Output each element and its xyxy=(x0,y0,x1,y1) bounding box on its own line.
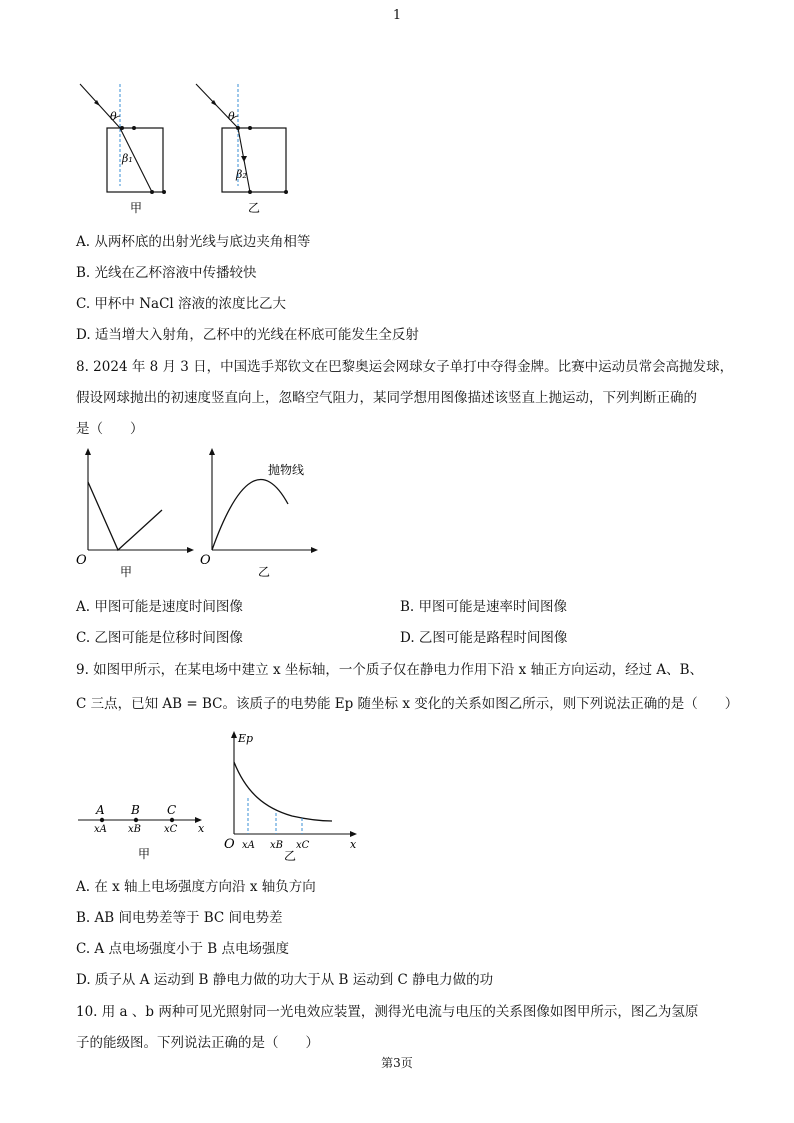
q9-label-b: B xyxy=(131,803,140,817)
q9-point-c xyxy=(170,818,174,822)
q8-left-graph xyxy=(88,482,162,550)
q7-option-a: A. 从两杯底的出射光线与底边夹角相等 xyxy=(76,234,311,250)
q9-option-d: D. 质子从 A 运动到 B 静电力做的功大于从 B 运动到 C 静电力做的功 xyxy=(76,972,494,988)
q9-label-xa: xA xyxy=(94,824,107,835)
q9-right-origin: O xyxy=(224,837,235,852)
q9-right-xb: xB xyxy=(270,840,283,851)
q8-option-d: D. 乙图可能是路程时间图像 xyxy=(400,630,568,646)
q7-left-beta: β₁ xyxy=(122,152,133,165)
q9-right-y-arrow xyxy=(231,731,237,738)
q7-left-dot xyxy=(150,190,154,194)
q8-option-c: C. 乙图可能是位移时间图像 xyxy=(76,630,243,646)
q9-right-caption: 乙 xyxy=(284,849,297,863)
q7-option-c: C. 甲杯中 NaCl 溶液的浓度比乙大 xyxy=(76,296,287,312)
q9-point-a xyxy=(100,818,104,822)
q9-label-x: x xyxy=(198,822,205,835)
q9-figure xyxy=(70,728,370,868)
q8-right-parabola xyxy=(212,480,288,550)
q9-label-c: C xyxy=(167,803,177,817)
q7-right-dot xyxy=(236,126,240,130)
q8-option-b: B. 甲图可能是速率时间图像 xyxy=(400,599,568,615)
q9-label-xc: xC xyxy=(164,824,178,835)
q7-option-b: B. 光线在乙杯溶液中传播较快 xyxy=(76,265,257,281)
q9-ep-curve xyxy=(234,762,332,821)
q8-left-y-arrow xyxy=(85,448,91,455)
page-number: 1 xyxy=(392,8,402,23)
q9-stem-line2: C 三点，已知 AB = BC。该质子的电势能 Ep 随坐标 x 变化的关系如图乙所示，则下列说法正确的是（ ） xyxy=(76,696,739,712)
page-footer: 第3页 xyxy=(381,1056,413,1070)
q7-right-cup xyxy=(222,128,286,192)
q9-stem-line1: 9. 如图甲所示，在某电场中建立 x 坐标轴，一个质子仅在静电力作用下沿 x 轴正方向运动，经过 A、B、 xyxy=(76,662,704,678)
q7-right-dot xyxy=(248,126,252,130)
q7-left-theta: θ xyxy=(110,110,117,123)
q10-stem-line1: 10. 用 a 、b 两种可见光照射同一光电效应装置，测得光电流与电压的关系图像如图甲所示，图乙为氢原 xyxy=(76,1004,699,1020)
q7-left-dot xyxy=(132,126,136,130)
q8-left-origin: O xyxy=(76,553,87,568)
q9-option-c: C. A 点电场强度小于 B 点电场强度 xyxy=(76,941,289,957)
q8-stem-line1: 8. 2024 年 8 月 3 日，中国选手郑钦文在巴黎奥运会网球女子单打中夺得金牌。比赛中运动员常会高抛发球， xyxy=(76,359,734,375)
q8-right-x-arrow xyxy=(311,547,318,553)
q9-right-ep: Ep xyxy=(238,732,254,745)
q9-point-b xyxy=(134,818,138,822)
q9-right-x-arrow xyxy=(350,831,357,837)
q7-left-dot xyxy=(162,190,166,194)
q7-right-dot xyxy=(284,190,288,194)
q8-stem-line3: 是（ ） xyxy=(76,421,144,437)
q7-left-cup xyxy=(107,128,163,192)
q7-left-caption: 甲 xyxy=(130,201,143,215)
q7-right-arrow-down xyxy=(241,156,247,162)
q10-stem-line2: 子的能级图。下列说法正确的是（ ） xyxy=(76,1035,319,1051)
q7-right-caption: 乙 xyxy=(248,201,261,215)
q8-right-y-arrow xyxy=(209,448,215,455)
q9-left-caption: 甲 xyxy=(138,847,151,861)
q9-option-b: B. AB 间电势差等于 BC 间电势差 xyxy=(76,910,283,926)
q7-figure xyxy=(70,76,290,218)
q9-right-x: x xyxy=(350,838,357,851)
q8-left-x-arrow xyxy=(187,547,194,553)
q7-option-d: D. 适当增大入射角，乙杯中的光线在杯底可能发生全反射 xyxy=(76,327,419,343)
q8-figure xyxy=(70,446,330,582)
q9-right-xc: xC xyxy=(296,840,310,851)
q7-right-theta: θ xyxy=(228,110,235,123)
q9-label-a: A xyxy=(96,803,105,817)
q7-right-dot xyxy=(248,190,252,194)
q9-label-xb: xB xyxy=(128,824,141,835)
q8-right-origin: O xyxy=(200,553,211,568)
q9-option-a: A. 在 x 轴上电场强度方向沿 x 轴负方向 xyxy=(76,879,316,895)
q7-right-beta: β₂ xyxy=(236,168,247,181)
q9-right-xa: xA xyxy=(242,840,255,851)
q7-left-dot xyxy=(120,126,124,130)
q8-stem-line2: 假设网球抛出的初速度竖直向上，忽略空气阻力，某同学想用图像描述该竖直上抛运动，下列判断正确的 xyxy=(76,390,697,406)
q8-right-caption: 乙 xyxy=(258,565,271,579)
q8-option-a: A. 甲图可能是速度时间图像 xyxy=(76,599,243,615)
q8-right-parabola-label: 抛物线 xyxy=(268,463,305,477)
q8-left-caption: 甲 xyxy=(120,565,133,579)
